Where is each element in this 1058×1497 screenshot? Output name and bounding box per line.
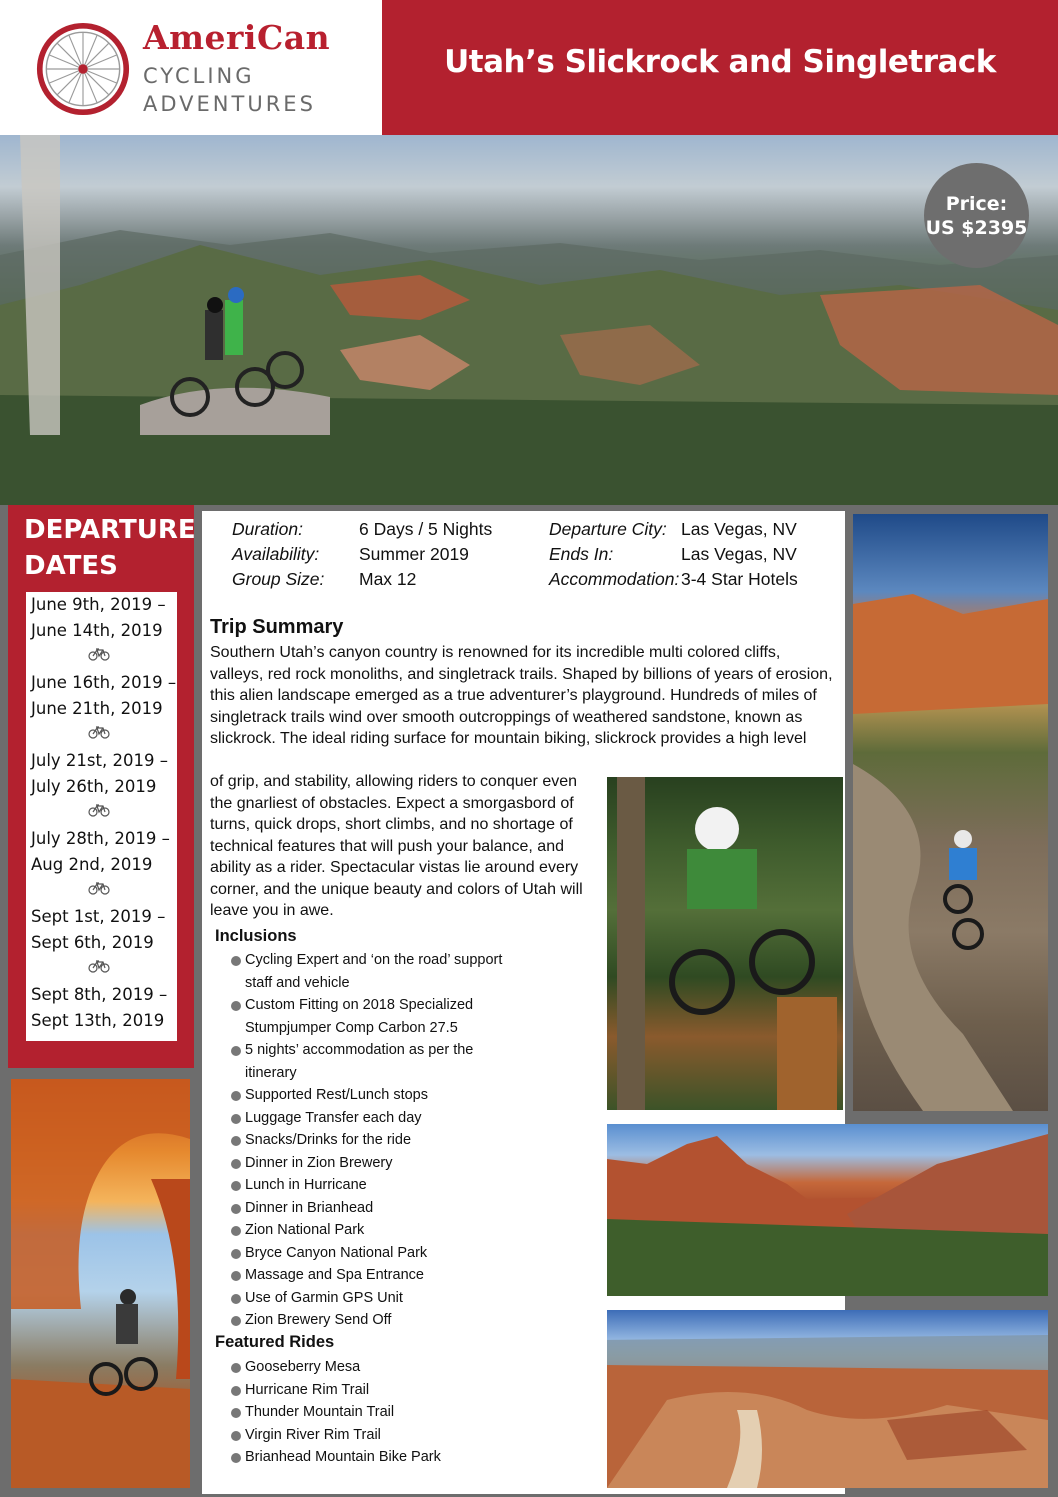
departure-date-start: Sept 8th, 2019 – bbox=[31, 985, 168, 1004]
departure-date-start: June 16th, 2019 – bbox=[31, 673, 177, 692]
landscape-photo-icon bbox=[607, 1124, 1048, 1296]
inclusion-text-continued: itinerary bbox=[245, 1064, 297, 1081]
inclusion-item bbox=[230, 1264, 502, 1287]
inclusion-item bbox=[230, 1152, 502, 1175]
inclusion-item bbox=[230, 1309, 502, 1332]
info-value: Summer 2019 bbox=[359, 544, 469, 564]
inclusion-text: Use of Garmin GPS Unit bbox=[245, 1289, 403, 1306]
price-badge bbox=[924, 163, 1029, 268]
departure-date-end: June 21th, 2019 bbox=[31, 699, 163, 718]
info-row bbox=[232, 542, 492, 567]
inclusion-text-continued: Stumpjumper Comp Carbon 27.5 bbox=[245, 1019, 458, 1036]
departure-dates-list bbox=[26, 592, 177, 1041]
inclusion-text: Custom Fitting on 2018 Specialized bbox=[245, 997, 474, 1013]
bicycle-icon bbox=[31, 800, 177, 826]
inclusion-text: Supported Rest/Lunch stops bbox=[245, 1087, 428, 1103]
brand-name: AmeriCan bbox=[143, 18, 331, 57]
departure-date-start: Sept 1st, 2019 – bbox=[31, 907, 166, 926]
departure-date-start: June 9th, 2019 – bbox=[31, 595, 166, 614]
logo-panel bbox=[0, 0, 382, 135]
inclusion-item bbox=[230, 1197, 502, 1220]
inclusion-text-continued: staff and vehicle bbox=[245, 974, 350, 991]
info-row bbox=[549, 542, 798, 567]
featured-ride-item: Gooseberry Mesa bbox=[230, 1356, 441, 1379]
info-label: Departure City: bbox=[549, 519, 667, 539]
bicycle-icon bbox=[31, 878, 177, 904]
departure-title bbox=[24, 512, 196, 584]
inclusion-item bbox=[230, 1039, 502, 1084]
inclusion-text: 5 nights’ accommodation as per the bbox=[245, 1042, 474, 1058]
info-label: Availability: bbox=[232, 544, 320, 564]
departure-date-end: Sept 13th, 2019 bbox=[31, 1011, 165, 1030]
brand-subtitle-2: ADVENTURES bbox=[143, 92, 316, 116]
bicycle-icon bbox=[31, 722, 177, 748]
featured-ride-item: Virgin River Rim Trail bbox=[230, 1424, 441, 1447]
summary-text-narrow: of grip, and stability, allowing riders to conquer even the gnarliest of obstacles. Expect a smorgasbord of turns, quick drops, short climbs, and no shortage of technical features that will push your balance, and ability as a rider. Spectacular vistas lie around every corner, and the unique beauty and colors of Utah will leave you in awe. bbox=[210, 773, 583, 919]
inclusions-list bbox=[230, 949, 502, 1332]
landscape-photo-icon bbox=[607, 1310, 1048, 1488]
trip-info-right bbox=[549, 517, 798, 592]
photo-trail-rider bbox=[853, 514, 1048, 1111]
info-label: Ends In: bbox=[549, 544, 614, 564]
info-row bbox=[232, 517, 492, 542]
trip-info-left bbox=[232, 517, 492, 592]
inclusion-item bbox=[230, 1219, 502, 1242]
inclusion-text: Dinner in Brianhead bbox=[245, 1199, 374, 1216]
bicycle-wheel-icon bbox=[36, 22, 130, 116]
landscape-photo-icon bbox=[0, 135, 1058, 505]
photo-rock-arch-rider bbox=[11, 1079, 190, 1488]
departure-date-start: July 28th, 2019 – bbox=[31, 829, 170, 848]
departure-date-end: Aug 2nd, 2019 bbox=[31, 855, 153, 874]
info-value: Las Vegas, NV bbox=[681, 519, 797, 539]
info-label: Group Size: bbox=[232, 569, 325, 589]
info-label: Duration: bbox=[232, 519, 304, 539]
featured-ride-item: Brianhead Mountain Bike Park bbox=[230, 1446, 441, 1469]
inclusion-text: Massage and Spa Entrance bbox=[245, 1267, 424, 1283]
brand-subtitle-1: CYCLING bbox=[143, 64, 255, 88]
price-label: Price: bbox=[945, 192, 1008, 215]
photo-jump-rider bbox=[607, 777, 843, 1110]
hero-photo-mountain-vista bbox=[0, 135, 1058, 505]
inclusions-title: Inclusions bbox=[215, 927, 297, 945]
departure-date-end: July 26th, 2019 bbox=[31, 777, 157, 796]
inclusion-item bbox=[230, 1287, 502, 1310]
inclusion-text: Bryce Canyon National Park bbox=[245, 1244, 428, 1261]
inclusion-item bbox=[230, 1107, 502, 1130]
departure-title-line2: DATES bbox=[24, 551, 118, 581]
landscape-photo-icon bbox=[607, 777, 843, 1110]
departure-date-end: June 14th, 2019 bbox=[31, 621, 163, 640]
inclusion-item bbox=[230, 994, 502, 1039]
title-bar bbox=[382, 0, 1058, 135]
info-value: Max 12 bbox=[359, 569, 417, 589]
page-title: Utah’s Slickrock and Singletrack bbox=[444, 44, 996, 80]
photo-canyon-overlook bbox=[607, 1310, 1048, 1488]
featured-rides-title: Featured Rides bbox=[215, 1333, 335, 1351]
bicycle-icon bbox=[31, 644, 177, 670]
summary-text-wide: Southern Utah’s canyon country is renowned for its incredible multi colored cliffs, valleys, red rock monoliths, and singletrack trails. Shaped by billions of years of erosion, this alien landscape emerged as a true adventurer’s playground. Hundreds of miles of singletrack trails wind over smooth outcroppings of weathered sandstone, known as slickrock. The ideal riding surface for mountain biking, slickrock provides a high level bbox=[210, 644, 833, 747]
featured-ride-item: Hurricane Rim Trail bbox=[230, 1379, 441, 1402]
inclusion-text: Dinner in Zion Brewery bbox=[245, 1154, 393, 1171]
inclusion-text: Lunch in Hurricane bbox=[245, 1177, 367, 1193]
inclusion-item bbox=[230, 1084, 502, 1107]
inclusion-item bbox=[230, 1242, 502, 1265]
info-row bbox=[232, 567, 492, 592]
info-value: 6 Days / 5 Nights bbox=[359, 519, 493, 539]
inclusion-text: Zion National Park bbox=[245, 1222, 365, 1238]
inclusion-item bbox=[230, 1129, 502, 1152]
info-row bbox=[549, 517, 798, 542]
departure-title-line1: DEPARTURE bbox=[24, 515, 196, 545]
info-label: Accommodation: bbox=[549, 569, 680, 589]
info-row bbox=[549, 567, 798, 592]
landscape-photo-icon bbox=[11, 1079, 190, 1488]
summary-title: Trip Summary bbox=[210, 616, 344, 638]
inclusion-text: Luggage Transfer each day bbox=[245, 1109, 422, 1126]
featured-ride-item: Thunder Mountain Trail bbox=[230, 1401, 441, 1424]
inclusion-text: Cycling Expert and ‘on the road’ support bbox=[245, 952, 503, 968]
inclusion-item bbox=[230, 949, 502, 994]
inclusion-item bbox=[230, 1174, 502, 1197]
inclusion-text: Snacks/Drinks for the ride bbox=[245, 1132, 412, 1148]
price-value: US $2395 bbox=[925, 216, 1028, 239]
bicycle-icon bbox=[31, 956, 177, 982]
photo-zion-valley bbox=[607, 1124, 1048, 1296]
landscape-photo-icon bbox=[853, 514, 1048, 1111]
info-value: Las Vegas, NV bbox=[681, 544, 797, 564]
departure-date-start: July 21st, 2019 – bbox=[31, 751, 168, 770]
departure-date-end: Sept 6th, 2019 bbox=[31, 933, 154, 952]
info-value: 3-4 Star Hotels bbox=[681, 569, 798, 589]
inclusion-text: Zion Brewery Send Off bbox=[245, 1312, 392, 1328]
featured-rides-list bbox=[230, 1356, 441, 1469]
